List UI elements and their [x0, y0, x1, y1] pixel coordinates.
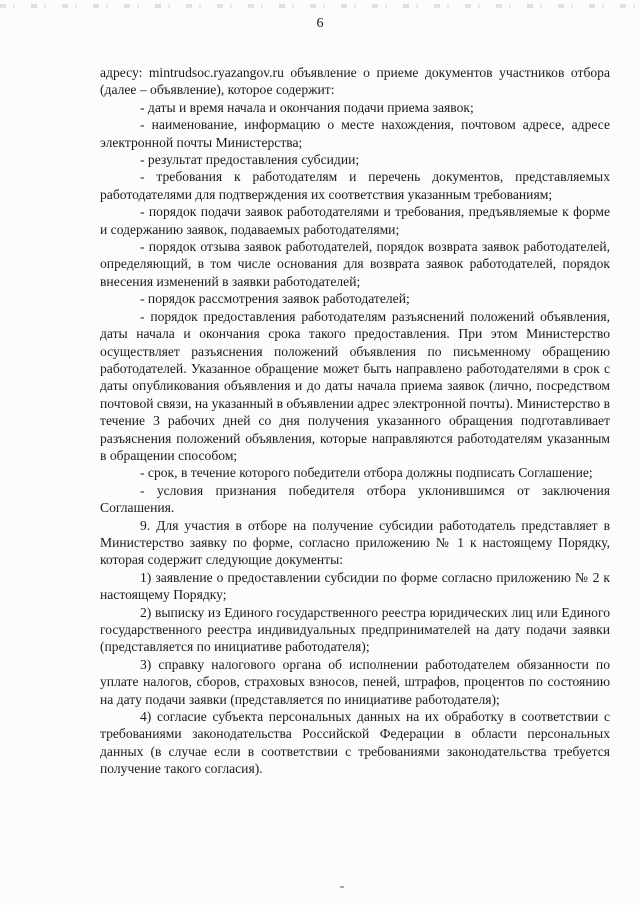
list-item-doc-1: 1) заявление о предоставлении субсидии по форме согласно приложению № 2 к настоящему Порядку;: [100, 569, 610, 603]
list-item-dates: - даты и время начала и окончания подачи приема заявок;: [140, 99, 474, 115]
page-number: 6: [316, 16, 324, 31]
list-item-doc-2: 2) выписку из Единого государственного реестра юридических лиц или Единого государственного реестра индивидуальных предпринимателей на дату подачи заявки (представляется по инициативе работодателя);: [100, 604, 610, 655]
list-item-result: - результат предоставления субсидии;: [140, 152, 360, 168]
scan-artifact-bottom: [340, 886, 344, 888]
list-item-doc-3: 3) справку налогового органа об исполнении работодателем обязанности по уплате налогов, сборов, страховых взносов, пеней, штрафов, процентов по состоянию на дату подачи заявки (представляется по инициативе работодателя);: [100, 656, 610, 707]
paragraph-announcement-address: адресу: mintrudsoc.ryazangov.ru объявление о приеме документов участников отбора (далее – объявление), которое содержит:: [100, 65, 610, 98]
list-item-ministry-info: - наименование, информацию о месте нахождения, почтовом адресе, адресе электронной почты Министерства;: [100, 117, 610, 150]
list-item-evasion-conditions: - условия признания победителя отбора уклонившимся от заключения Соглашения.: [100, 482, 610, 516]
list-item-withdrawal-order: - порядок отзыва заявок работодателей, порядок возврата заявок работодателей, определяющий, в том числе основания для возврата заявок работодателей, порядок внесения изменений в заявки работодателей;: [100, 239, 610, 289]
list-item-submission-order: - порядок подачи заявок работодателями и требования, предъявляемые к форме и содержанию заявок, подаваемых работодателями;: [100, 204, 610, 237]
list-item-clarifications: - порядок предоставления работодателям разъяснений положений объявления, даты начала и окончания срока такого предоставления. При этом Министерство осуществляет разъяснения положений объявления по письменному обращению работодателей. Указанное обращение может быть направлено работодателями в срок с даты опубликования объявления и до даты начала приема заявок (лично, посредством почтовой связи, на указанный в объявлении адрес электронной почты). Министерство в течение 3 рабочих дней со дня получения указанного обращения подготавливает разъяснения положений объявления, которые направляются работодателям указанным в обращении способом;: [100, 308, 611, 463]
list-item-signing-deadline: - срок, в течение которого победители отбора должны подписать Соглашение;: [140, 465, 593, 481]
list-item-review-order: - порядок рассмотрения заявок работодателей;: [140, 291, 410, 307]
document-body: [100, 64, 610, 778]
list-item-doc-4: 4) согласие субъекта персональных данных на их обработку в соответствии с требованиями законодательства Российской Федерации в области персональных данных (в случае если в соответствии с требованиями законодательства требуется получение такого согласия).: [100, 709, 610, 777]
list-item-requirements: - требования к работодателям и перечень документов, представляемых работодателями для подтверждения их соответствия указанным требованиям;: [100, 169, 610, 202]
scan-artifact-top: [0, 4, 640, 8]
paragraph-section-9: 9. Для участия в отборе на получение субсидии работодатель представляет в Министерство заявку по форме, согласно приложению № 1 к настоящему Порядку, которая содержит следующие документы:: [100, 517, 610, 568]
